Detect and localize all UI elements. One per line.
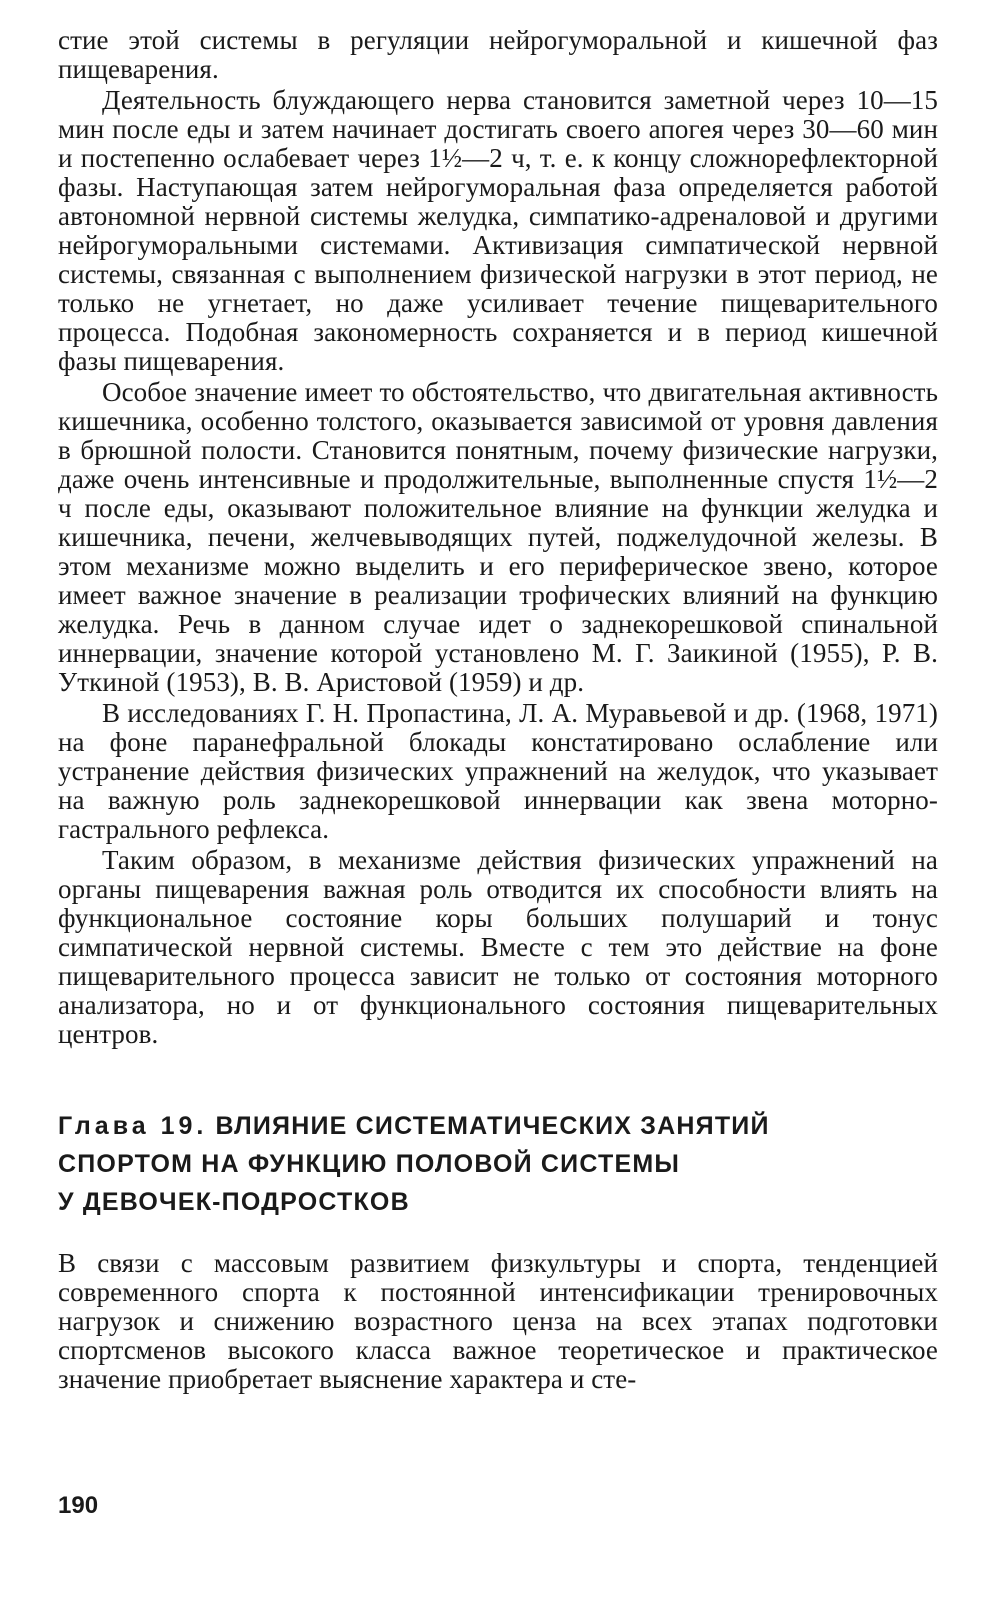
page-body bbox=[58, 26, 938, 1396]
page-number: 190 bbox=[58, 1492, 99, 1519]
chapter-first-paragraph: В связи с массовым развитием физкультуры и спорта, тенденцией современного спорта к постоянной интенсификации тренировочных нагрузок и снижению возрастного ценза на всех этапах подготовки спортсменов высокого класса важное теоретическое и практическое значение приобретает выяснение характера и сте- bbox=[58, 1248, 938, 1394]
paragraph-vagus-nerve: Деятельность блуждающего нерва становится заметной через 10—15 мин после еды и затем начинает достигать своего апогея через 30—60 мин и постепенно ослабевает через 1½—2 ч, т. е. к концу сложнорефлекторной фазы. Наступающая затем нейрогуморальная фаза определяется работой автономной нервной системы желудка, симпатико-адреналовой и другими нейрогуморальными системами. Активизация симпатической нервной системы, связанная с выполнением физической нагрузки в этот период, не только не угнетает, но даже усиливает течение пищеварительного процесса. Подобная закономерность сохраняется и в период кишечной фазы пищеварения. bbox=[58, 85, 938, 376]
chapter-label: Глава 19. bbox=[58, 1112, 208, 1140]
chapter-title-line-3: У ДЕВОЧЕК-ПОДРОСТКОВ bbox=[58, 1188, 410, 1216]
paragraph-paranephral-block: В исследованиях Г. Н. Пропастина, Л. А. Муравьевой и др. (1968, 1971) на фоне паранефральной блокады констатировано ослабление или устранение действия физических упражнений на желудок, что указывает на важную роль заднекорешковой иннервации как звена моторно-гастрального рефлекса. bbox=[58, 698, 938, 844]
chapter-title-line-1: ВЛИЯНИЕ СИСТЕМАТИЧЕСКИХ ЗАНЯТИЙ bbox=[215, 1112, 770, 1140]
paragraph-intestine-activity: Особое значение имеет то обстоятельство, что двигательная активность кишечника, особенно толстого, оказывается зависимой от уровня давления в брюшной полости. Становится понятным, почему физические нагрузки, даже очень интенсивные и продолжительные, выполненные спустя 1½—2 ч после еды, оказывают положительное влияние на функции желудка и кишечника, печени, желчевыводящих путей, поджелудочной железы. В этом механизме можно выделить и его периферическое звено, которое имеет важное значение в реализации трофических влияний на функцию желудка. Речь в данном случае идет о заднекорешковой спинальной иннервации, значение которой установлено М. Г. Заикиной (1955), Р. В. Уткиной (1953), В. В. Аристовой (1959) и др. bbox=[58, 377, 938, 697]
chapter-title-line-2: СПОРТОМ НА ФУНКЦИЮ ПОЛОВОЙ СИСТЕМЫ bbox=[58, 1150, 681, 1178]
paragraph-conclusion: Таким образом, в механизме действия физических упражнений на органы пищеварения важная роль отводится их способности влиять на функциональное состояние коры больших полушарий и тонус симпатической нервной системы. Вместе с тем это действие на фоне пищеварительного процесса зависит не только от состояния моторного анализатора, но и от функционального состояния пищеварительных центров. bbox=[58, 845, 938, 1049]
paragraph-continuation: стие этой системы в регуляции нейрогуморальной и кишечной фаз пищеварения. bbox=[58, 25, 938, 84]
chapter-heading bbox=[58, 1107, 938, 1221]
